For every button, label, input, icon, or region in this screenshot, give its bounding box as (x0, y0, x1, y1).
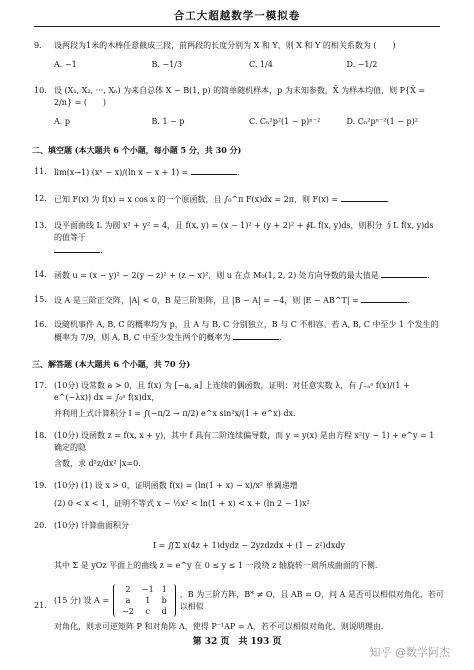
option-d: D. −1/2 (346, 60, 378, 69)
question-14: 14. 函数 u = (x − y)² − 2(y − z)² + (z − x)²，则 u 在点 M₀(1, 2, 2) 处方向导数的最大值是 . (34, 270, 430, 280)
question-text: (10分) 计算曲面积分 (54, 521, 129, 530)
page-title: 合工大超越数学一模拟卷 (34, 6, 440, 27)
section-heading-solutions: 三、解答题 (本大题共 6 个小题，共 70 分) (32, 359, 191, 369)
question-text: lim(x→1) (xˣ − x)/(ln x − x + 1) = (54, 168, 189, 177)
question-number: 15. (34, 295, 47, 304)
question-number: 13. (34, 221, 47, 230)
question-text-2: 并利用上式计算积分 I = ∫(−π/2 → π/2) e^x sin²x/(1 + e^x) dx. (54, 409, 296, 418)
option-b: B. 1 − p (151, 117, 185, 126)
matrix-cell: −1 (141, 585, 154, 594)
answer-blank[interactable] (381, 269, 427, 278)
matrix-cell: b (161, 596, 167, 605)
section-heading-fill-in: 二、填空题 (本大题共 6 个小题，每小题 5 分，共 30 分) (32, 145, 242, 155)
question-text: 设 A 是三阶正交阵，|A| < 0，B 是三阶矩阵，且 |B − A| = −4，则 |E − AB^T| = (54, 296, 359, 305)
question-number: 14. (34, 270, 47, 279)
matrix-cell: d (161, 607, 167, 616)
question-number: 20. (34, 521, 47, 530)
answer-blank[interactable] (233, 331, 279, 340)
question-text: (15 分) 设 A = (54, 595, 110, 605)
option-c: C. Cₙ²p²(1 − p)ⁿ⁻² (249, 117, 321, 126)
question-number: 19. (34, 481, 47, 490)
answer-blank[interactable] (54, 244, 100, 253)
option-a: A. p (54, 117, 70, 126)
question-text: 函数 u = (x − y)² − 2(y − z)² + (z − x)²，则 u 在点 M₀(1, 2, 2) 处方向导数的最大值是 (54, 271, 379, 280)
matrix-cell: −2 (122, 607, 134, 616)
options-row (54, 116, 444, 128)
question-20 (34, 520, 444, 572)
matrix-cell: a (125, 596, 131, 605)
question-10 (34, 85, 444, 128)
option-b: B. −1/3 (151, 60, 183, 69)
question-line (54, 584, 444, 617)
option-a: A. −1 (54, 60, 77, 69)
question-text-2: 对角化，则求可逆矩阵 P 和对角阵 Λ，使得 P⁻¹AP = Λ，若不可以相似对角化，则说明理由. (54, 622, 384, 631)
question-number: 10. (34, 86, 47, 95)
display-formula: I = ∬Σ x(4z + 1)dydz − 2yzdzdx + (1 − z²)dxdy (152, 541, 346, 550)
question-text: (10分) 设函数 z = f(x, x + y)，其中 f 具有二阶连续偏导数，而 y = y(x) 是由方程 x²(y − 1) + e^y = 1 确定的隐 (54, 431, 435, 452)
question-19 (34, 480, 444, 510)
questions-body (34, 40, 444, 633)
question-number: 9. (34, 41, 42, 50)
answer-blank[interactable] (191, 166, 237, 175)
question-number: 12. (34, 194, 47, 203)
question-9 (34, 40, 444, 71)
options-row (54, 59, 444, 71)
question-text: 设随机事件 A, B, C 的概率均为 p，且 A 与 B, C 分别独立，B 与 C 不相容。若 A, B, C 中至少 1 个发生的概率为 7/9，则 A, B, C 中至少发生两个的概率为 (54, 320, 439, 342)
page-number: 第 32 页 共 193 页 (192, 637, 282, 647)
question-15: 15. 设 A 是三阶正交阵，|A| < 0，B 是三阶矩阵，且 |B − A| = −4，则 |E − AB^T| = . (34, 295, 410, 305)
question-16: 16. 设随机事件 A, B, C 的概率均为 p，且 A 与 B, C 分别独立，B 与 C 不相容。若 A, B, C 中至少 1 个发生的概率为 7/9，则 A, B, C 中至少发生两个的概率为 . (34, 320, 439, 342)
answer-blank[interactable] (361, 294, 407, 303)
question-number: 21. (34, 601, 47, 610)
matrix-cell: 2 (125, 585, 131, 594)
question-18 (34, 430, 444, 470)
option-d: D. Cₙ²pⁿ⁻²(1 − p)² (346, 117, 418, 126)
question-number: 11. (34, 167, 47, 176)
matrix-table (118, 584, 171, 617)
matrix-row (118, 595, 171, 606)
question-text: 设平面曲线 L 为圆 x² + y² = 4，且 f(x, y) = (x − 1)² + (y + 2)² + ∮L f(x, y)ds，则积分 ∮L f(x, y)ds 的值等于 (54, 221, 434, 242)
answer-blank[interactable] (341, 193, 387, 202)
option-c: C. 1/4 (249, 60, 273, 69)
matrix-cell: 1 (161, 585, 167, 594)
question-17 (34, 380, 444, 420)
question-text-2: 其中 Σ 是 yOz 平面上的曲线 z = e^y 在 0 ≤ y ≤ 1 一段绕 z 轴旋转一周所成曲面的下侧. (54, 561, 378, 570)
matrix-row (118, 584, 171, 595)
question-12: 12. 已知 F(x) 为 f(x) = x cos x 的一个原函数，且 ∫₀^π F(x)dx = 2π，则 F(x) = . (34, 194, 390, 204)
matrix-row (118, 606, 171, 617)
question-21 (34, 584, 444, 633)
question-text: (10分) 设常数 a > 0，且 f(x) 为 [−a, a] 上连续的偶函数，证明：对任意实数 λ，有 ∫₋ₐᵃ f(x)/(1 + e^(−λx)) dx = ∫₀ᵃ f(x)dx， (54, 381, 410, 402)
matrix-a (113, 584, 176, 617)
question-text: 已知 F(x) 为 f(x) = x cos x 的一个原函数，且 ∫₀^π F(x)dx = 2π，则 F(x) = (54, 195, 339, 204)
question-number: 16. (34, 320, 47, 329)
question-11: 11. lim(x→1) (xˣ − x)/(ln x − x + 1) = . (34, 167, 240, 177)
matrix-cell: 1 (145, 596, 151, 605)
question-text: 设两段为1米的木棒任意截成三段，前两段的长度分别为 X 和 Y，则 X 和 Y 的相关系数为 ( ) (54, 41, 396, 50)
question-text-2: 含数，求 d²z/dx² |x=0. (54, 459, 141, 468)
matrix-cell: c (145, 607, 151, 616)
question-text-2: (2) 0 < x < 1，证明不等式 x − ½x² < ln(1 + x) < x + (ln 2 − 1)x² (54, 499, 310, 508)
question-number: 18. (34, 431, 47, 440)
question-text: 设 (X₁, X₂, ···, Xₙ) 为来自总体 X ~ B(1, p) 的简单随机样本，p 为未知参数，X̄ 为样本均值，则 P{X̄ = 2/n} = ( ) (54, 86, 426, 107)
question-text-b: ，B 为三阶方阵，B* ≠ O，且 AB = O，问 A 是否可以相似对角化，若可以相似 (179, 589, 444, 611)
watermark: 知乎 @数学阿杰 (369, 646, 450, 659)
question-number: 17. (34, 381, 47, 390)
question-text: (10分) (1) 设 x > 0，证明函数 f(x) = (ln(1 + x) − x)/x² 单调递增 (54, 481, 298, 490)
question-13: 13. 设平面曲线 L 为圆 x² + y² = 4，且 f(x, y) = (x − 1)² + (y + 2)² + ∮L f(x, y)ds，则积分 ∮L f(x, y)ds 的值等于 . (34, 221, 434, 255)
